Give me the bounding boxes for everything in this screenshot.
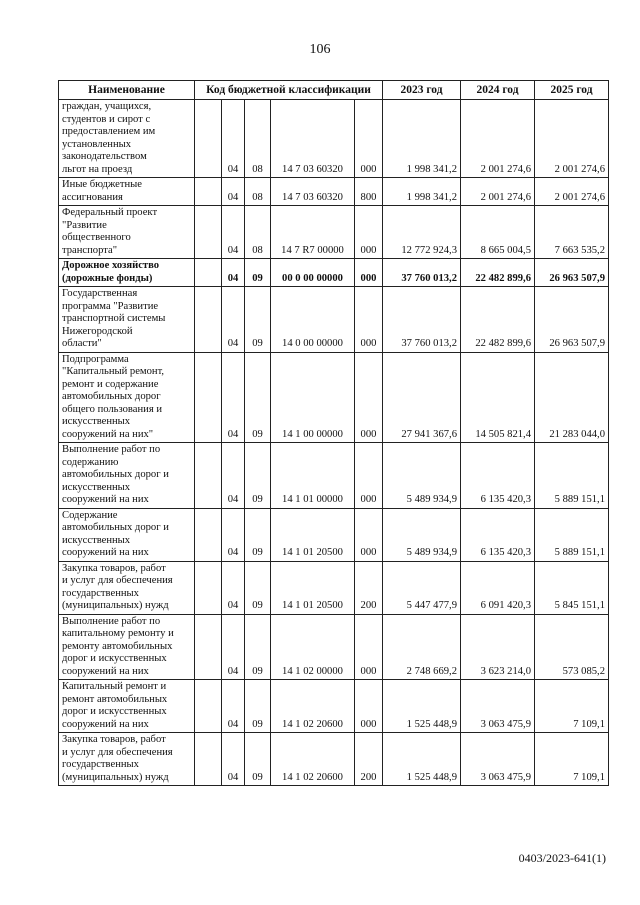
cell-section: 04	[222, 733, 245, 786]
row-name-text: Иные бюджетные ассигнования	[62, 179, 142, 203]
cell-name	[59, 508, 195, 561]
cell-spacer	[195, 680, 222, 733]
cell-amount-2025: 5 889 151,1	[535, 508, 609, 561]
cell-spacer	[195, 443, 222, 509]
cell-amount-2025: 5 845 151,1	[535, 561, 609, 614]
cell-name	[59, 561, 195, 614]
cell-subsection: 08	[245, 206, 271, 259]
cell-subsection: 09	[245, 352, 271, 443]
header-code: Код бюджетной классификации	[195, 81, 383, 100]
cell-amount-2024: 6 135 420,3	[461, 443, 535, 509]
cell-amount-2024: 14 505 821,4	[461, 352, 535, 443]
cell-expense-type: 000	[355, 508, 383, 561]
cell-name	[59, 733, 195, 786]
cell-target-article: 14 1 00 00000	[271, 352, 355, 443]
cell-amount-2025: 21 283 044,0	[535, 352, 609, 443]
cell-amount-2024: 3 623 214,0	[461, 614, 535, 680]
cell-amount-2023: 5 489 934,9	[383, 443, 461, 509]
cell-target-article: 14 7 R7 00000	[271, 206, 355, 259]
cell-amount-2024: 2 001 274,6	[461, 178, 535, 206]
cell-amount-2024: 2 001 274,6	[461, 100, 535, 178]
cell-amount-2024: 3 063 475,9	[461, 680, 535, 733]
cell-subsection: 09	[245, 508, 271, 561]
cell-expense-type: 800	[355, 178, 383, 206]
cell-spacer	[195, 259, 222, 287]
row-name-text: Закупка товаров, работ и услуг для обеспечения государственных (муниципальных) нужд	[62, 734, 173, 783]
cell-amount-2024: 22 482 899,6	[461, 287, 535, 353]
cell-spacer	[195, 614, 222, 680]
cell-expense-type: 200	[355, 561, 383, 614]
cell-target-article: 14 1 02 20600	[271, 733, 355, 786]
table-row	[59, 561, 609, 614]
cell-subsection: 09	[245, 614, 271, 680]
cell-subsection: 09	[245, 680, 271, 733]
cell-amount-2024: 8 665 004,5	[461, 206, 535, 259]
cell-spacer	[195, 100, 222, 178]
table-row	[59, 287, 609, 353]
cell-expense-type: 000	[355, 100, 383, 178]
cell-subsection: 09	[245, 443, 271, 509]
table-row	[59, 733, 609, 786]
cell-expense-type: 000	[355, 206, 383, 259]
cell-section: 04	[222, 680, 245, 733]
page-number: 106	[309, 42, 331, 57]
document-code: 0403/2023-641(1)	[518, 851, 606, 865]
cell-name	[59, 352, 195, 443]
cell-amount-2023: 1 998 341,2	[383, 178, 461, 206]
cell-amount-2023: 37 760 013,2	[383, 287, 461, 353]
row-name-text: Выполнение работ по содержанию автомобильных дорог и искусственных сооружений на них	[62, 444, 169, 505]
cell-amount-2023: 5 447 477,9	[383, 561, 461, 614]
cell-target-article: 00 0 00 00000	[271, 259, 355, 287]
cell-amount-2025: 7 663 535,2	[535, 206, 609, 259]
cell-subsection: 09	[245, 733, 271, 786]
cell-subsection: 09	[245, 561, 271, 614]
cell-subsection: 08	[245, 178, 271, 206]
cell-amount-2025: 26 963 507,9	[535, 287, 609, 353]
row-name-text: граждан, учащихся, студентов и сирот с предоставлением им установленных законодательством льгот на проезд	[62, 101, 156, 175]
cell-amount-2025: 573 085,2	[535, 614, 609, 680]
cell-expense-type: 000	[355, 443, 383, 509]
cell-section: 04	[222, 443, 245, 509]
cell-section: 04	[222, 100, 245, 178]
table-row	[59, 443, 609, 509]
cell-name	[59, 100, 195, 178]
cell-section: 04	[222, 178, 245, 206]
cell-amount-2023: 5 489 934,9	[383, 508, 461, 561]
cell-section: 04	[222, 259, 245, 287]
cell-expense-type: 000	[355, 614, 383, 680]
cell-amount-2023: 27 941 367,6	[383, 352, 461, 443]
cell-name	[59, 178, 195, 206]
row-name-text: Выполнение работ по капитальному ремонту и ремонту автомобильных дорог и искусственных сооружений на них	[62, 615, 174, 677]
cell-target-article: 14 1 02 20600	[271, 680, 355, 733]
cell-section: 04	[222, 508, 245, 561]
cell-amount-2024: 22 482 899,6	[461, 259, 535, 287]
cell-name	[59, 680, 195, 733]
cell-expense-type: 200	[355, 733, 383, 786]
cell-spacer	[195, 178, 222, 206]
cell-amount-2025: 5 889 151,1	[535, 443, 609, 509]
cell-target-article: 14 0 00 00000	[271, 287, 355, 353]
cell-amount-2023: 1 525 448,9	[383, 680, 461, 733]
cell-amount-2023: 37 760 013,2	[383, 259, 461, 287]
header-2023: 2023 год	[383, 81, 461, 100]
cell-amount-2025: 2 001 274,6	[535, 178, 609, 206]
cell-expense-type: 000	[355, 352, 383, 443]
cell-spacer	[195, 287, 222, 353]
cell-subsection: 09	[245, 259, 271, 287]
cell-expense-type: 000	[355, 680, 383, 733]
cell-name	[59, 614, 195, 680]
row-name-text: Государственная программа "Развитие транспортной системы Нижегородской области"	[62, 288, 166, 349]
cell-target-article: 14 1 01 20500	[271, 561, 355, 614]
row-name-text: Федеральный проект "Развитие общественного транспорта"	[62, 207, 158, 256]
cell-section: 04	[222, 287, 245, 353]
cell-name	[59, 443, 195, 509]
cell-expense-type: 000	[355, 287, 383, 353]
cell-subsection: 08	[245, 100, 271, 178]
table-row	[59, 352, 609, 443]
table-row	[59, 178, 609, 206]
cell-target-article: 14 1 01 20500	[271, 508, 355, 561]
cell-amount-2025: 2 001 274,6	[535, 100, 609, 178]
table-row	[59, 206, 609, 259]
table-row	[59, 508, 609, 561]
header-name: Наименование	[59, 81, 195, 100]
row-name-text: Дорожное хозяйство (дорожные фонды)	[62, 260, 160, 284]
table-row	[59, 680, 609, 733]
table-row	[59, 614, 609, 680]
cell-target-article: 14 1 02 00000	[271, 614, 355, 680]
cell-amount-2024: 3 063 475,9	[461, 733, 535, 786]
table-row	[59, 259, 609, 287]
cell-expense-type: 000	[355, 259, 383, 287]
cell-amount-2025: 7 109,1	[535, 733, 609, 786]
table-header-row	[59, 81, 609, 100]
cell-amount-2024: 6 135 420,3	[461, 508, 535, 561]
cell-spacer	[195, 206, 222, 259]
cell-amount-2023: 2 748 669,2	[383, 614, 461, 680]
row-name-text: Капитальный ремонт и ремонт автомобильных дорог и искусственных сооружений на них	[62, 681, 168, 730]
cell-spacer	[195, 733, 222, 786]
cell-subsection: 09	[245, 287, 271, 353]
cell-spacer	[195, 352, 222, 443]
cell-amount-2023: 12 772 924,3	[383, 206, 461, 259]
table-row	[59, 100, 609, 178]
cell-amount-2025: 26 963 507,9	[535, 259, 609, 287]
cell-target-article: 14 7 03 60320	[271, 100, 355, 178]
cell-section: 04	[222, 614, 245, 680]
row-name-text: Закупка товаров, работ и услуг для обеспечения государственных (муниципальных) нужд	[62, 562, 173, 611]
header-2024: 2024 год	[461, 81, 535, 100]
cell-amount-2023: 1 998 341,2	[383, 100, 461, 178]
cell-section: 04	[222, 206, 245, 259]
cell-amount-2024: 6 091 420,3	[461, 561, 535, 614]
cell-target-article: 14 7 03 60320	[271, 178, 355, 206]
cell-amount-2023: 1 525 448,9	[383, 733, 461, 786]
cell-target-article: 14 1 01 00000	[271, 443, 355, 509]
cell-spacer	[195, 561, 222, 614]
cell-section: 04	[222, 561, 245, 614]
cell-amount-2025: 7 109,1	[535, 680, 609, 733]
cell-spacer	[195, 508, 222, 561]
cell-name	[59, 206, 195, 259]
cell-name	[59, 287, 195, 353]
cell-section: 04	[222, 352, 245, 443]
budget-table	[58, 80, 609, 786]
row-name-text: Подпрограмма "Капитальный ремонт, ремонт и содержание автомобильных дорог общего пользования и искусственных сооружений на них"	[62, 353, 165, 440]
row-name-text: Содержание автомобильных дорог и искусственных сооружений на них	[62, 509, 169, 558]
header-2025: 2025 год	[535, 81, 609, 100]
cell-name	[59, 259, 195, 287]
